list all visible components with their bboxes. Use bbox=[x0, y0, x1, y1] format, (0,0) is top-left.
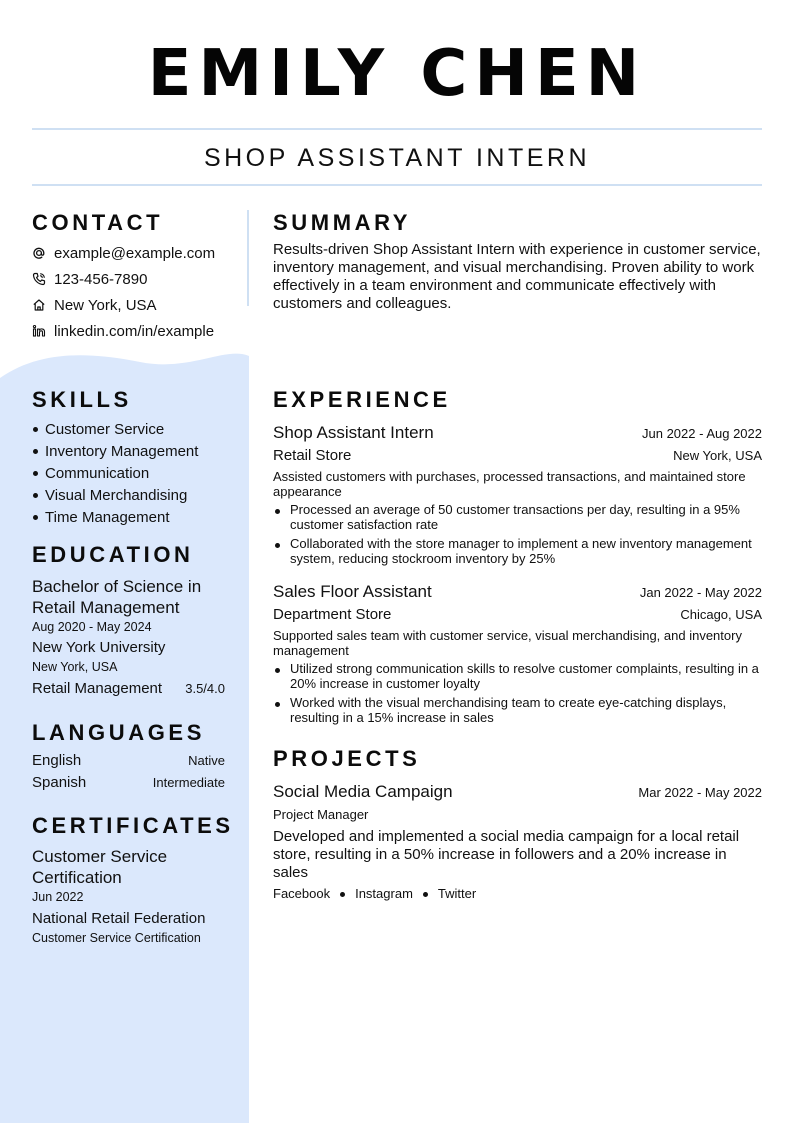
projects-section bbox=[273, 744, 762, 903]
project-title: Social Media Campaign bbox=[273, 782, 453, 801]
job-title: Shop Assistant Intern bbox=[273, 423, 434, 442]
education-field: Retail Management bbox=[32, 680, 163, 697]
project-dates: Mar 2022 - May 2022 bbox=[638, 785, 762, 800]
job-bullet: Utilized strong communication skills to resolve customer complaints, resulting in a 20% increase in customer loyalty bbox=[273, 661, 762, 691]
contact-location-text: New York, USA bbox=[54, 296, 157, 314]
job-company: Department Store bbox=[273, 606, 392, 623]
skills-section bbox=[32, 385, 232, 529]
education-school: New York University bbox=[32, 639, 166, 656]
project-role: Project Manager bbox=[273, 807, 369, 822]
job-location: New York, USA bbox=[673, 448, 762, 463]
section-title: EDUCATION bbox=[32, 542, 194, 567]
education-gpa-row bbox=[32, 678, 225, 700]
contact-section bbox=[32, 208, 225, 344]
skill-item: Customer Service bbox=[32, 419, 232, 441]
job-title: Sales Floor Assistant bbox=[273, 582, 432, 601]
home-icon bbox=[32, 298, 46, 312]
skill-item: Visual Merchandising bbox=[32, 485, 232, 507]
project-entry bbox=[273, 780, 762, 903]
candidate-role: SHOP ASSISTANT INTERN bbox=[203, 144, 591, 172]
job-description: Supported sales team with customer service, visual merchandising, and inventory management bbox=[273, 628, 742, 658]
certificate-date: Jun 2022 bbox=[32, 890, 84, 904]
language-level: Intermediate bbox=[152, 775, 225, 790]
language-row bbox=[32, 774, 225, 796]
job-entry bbox=[273, 421, 762, 566]
certificate-detail: Customer Service Certification bbox=[32, 931, 201, 945]
job-entry bbox=[273, 580, 762, 725]
education-location: New York, USA bbox=[32, 660, 118, 674]
job-location: Chicago, USA bbox=[680, 607, 762, 622]
certificate-issuer: National Retail Federation bbox=[32, 910, 206, 927]
summary-section bbox=[273, 208, 762, 313]
section-title: EXPERIENCE bbox=[273, 387, 451, 412]
certificate-name: Customer Service Certification bbox=[32, 847, 168, 887]
header-divider-top bbox=[32, 128, 762, 130]
job-description: Assisted customers with purchases, processed transactions, and maintained store appearance bbox=[273, 469, 746, 499]
experience-section bbox=[273, 385, 762, 729]
project-tag: Instagram bbox=[355, 886, 413, 901]
education-dates: Aug 2020 - May 2024 bbox=[32, 620, 152, 634]
project-tag: Twitter bbox=[437, 886, 477, 901]
section-title: SUMMARY bbox=[273, 210, 412, 235]
language-name: Spanish bbox=[32, 774, 87, 791]
contact-phone-text: 123-456-7890 bbox=[54, 270, 148, 288]
header-divider-bottom bbox=[32, 184, 762, 186]
section-title: CONTACT bbox=[32, 210, 164, 235]
job-bullet: Worked with the visual merchandising team to create eye-catching displays, resulting in a 15% increase in sales bbox=[273, 695, 762, 725]
section-title: CERTIFICATES bbox=[32, 813, 234, 838]
job-company: Retail Store bbox=[273, 447, 352, 464]
column-divider bbox=[247, 210, 249, 306]
contact-linkedin[interactable] bbox=[32, 318, 225, 344]
contact-linkedin-text: linkedin.com/in/example bbox=[54, 322, 215, 340]
project-description: Developed and implemented a social media campaign for a local retail store, resulting in a 50% increase in followers and a 20% increase in sales bbox=[273, 828, 740, 881]
linkedin-icon bbox=[32, 324, 46, 338]
education-degree: Bachelor of Science in Retail Management bbox=[32, 577, 202, 617]
candidate-name: EMILY CHEN bbox=[147, 37, 647, 111]
project-tags bbox=[273, 885, 762, 903]
certificates-section bbox=[32, 811, 232, 947]
contact-phone[interactable] bbox=[32, 266, 225, 292]
phone-icon bbox=[32, 272, 46, 286]
education-gpa: 3.5/4.0 bbox=[185, 681, 225, 696]
job-dates: Jun 2022 - Aug 2022 bbox=[642, 426, 762, 441]
skill-item: Inventory Management bbox=[32, 441, 232, 463]
project-tag: Facebook bbox=[273, 886, 331, 901]
section-title: LANGUAGES bbox=[32, 720, 205, 745]
section-title: SKILLS bbox=[32, 387, 132, 412]
contact-email-text: example@example.com bbox=[54, 244, 216, 262]
language-level: Native bbox=[188, 753, 225, 768]
education-section bbox=[32, 540, 225, 700]
job-bullet: Collaborated with the store manager to implement a new inventory management system, reducing stockroom inventory by 25% bbox=[273, 536, 762, 566]
at-icon bbox=[32, 246, 46, 260]
skill-item: Time Management bbox=[32, 507, 232, 529]
language-row bbox=[32, 752, 225, 774]
job-bullet: Processed an average of 50 customer transactions per day, resulting in a 95% customer satisfaction rate bbox=[273, 502, 762, 532]
section-title: PROJECTS bbox=[273, 746, 421, 771]
contact-location bbox=[32, 292, 225, 318]
job-dates: Jan 2022 - May 2022 bbox=[639, 585, 762, 600]
language-name: English bbox=[32, 752, 82, 769]
languages-section bbox=[32, 718, 225, 796]
summary-text: Results-driven Shop Assistant Intern with experience in customer service, inventory management, and visual merchandising. Proven ability to work effectively in a team environment and communicate effectively with customers and colleagues. bbox=[273, 241, 761, 312]
contact-email[interactable] bbox=[32, 240, 225, 266]
skill-item: Communication bbox=[32, 463, 232, 485]
